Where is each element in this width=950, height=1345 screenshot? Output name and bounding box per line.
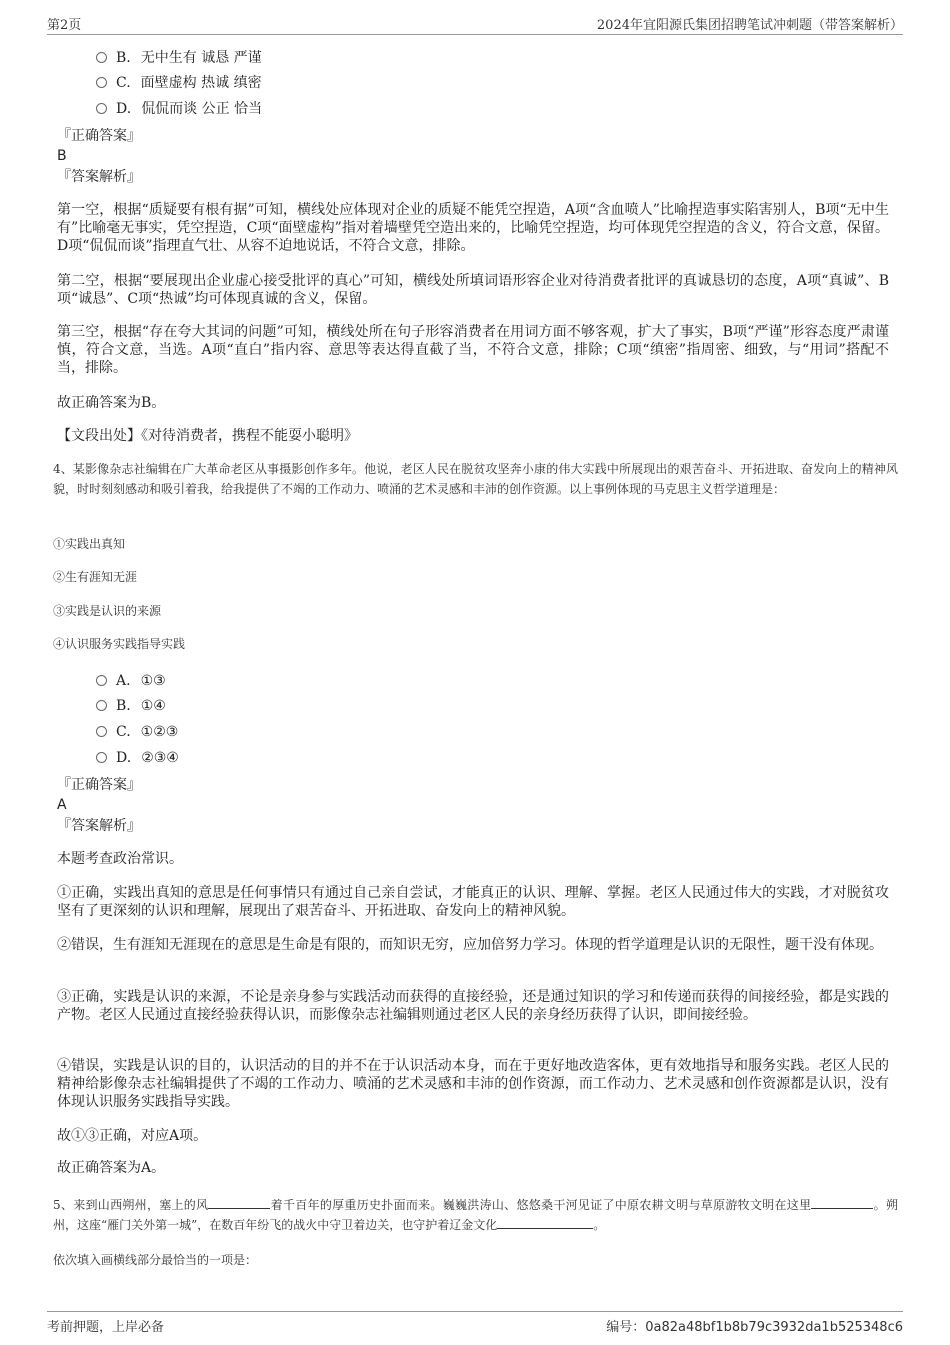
radio-icon[interactable] [96, 103, 107, 114]
page-footer [47, 1311, 903, 1336]
q3-analysis-2: 第二空，根据“要展现出企业虚心接受批评的真心”可知，横线处所填词语形容企业对待消费者批评的真诚恳切的态度，A项“真诚”、B项“诚恳”、C项“热诚”均可体现真诚的含义，保留。 [57, 273, 889, 307]
radio-icon[interactable] [96, 752, 107, 763]
q5-stem: 5、来到山西朔州，塞上的风 着千百年的厚重历史扑面而来。巍巍洪涛山、悠悠桑干河见证了中原农耕文明与草原游牧文明在这里 。朔州，这座“雁门关外第一城”，在数百年纷飞的战火中守卫着边关，也守护着辽金文化 。 [53, 1195, 898, 1235]
footer-slogan: 考前押题，上岸必备 [47, 1320, 165, 1335]
q4-item-3: ③实践是认识的来源 [53, 604, 162, 618]
q3-analysis-3: 第三空，根据“存在夸大其词的问题”可知，横线处所在句子形容消费者在用词方面不够客观，扩大了事实，B项“严谨”形容态度严肃谨慎，符合文意，当选。A项“直白”指内容、意思等表达得直截了当，不符合文意，排除；C项“缜密”指周密、细致，与“用词”搭配不当，排除。 [57, 324, 889, 376]
q4-answer: A [57, 797, 67, 813]
q4-answer-tag: 『正确答案』 [57, 777, 141, 793]
q3-analysis-1: 第一空，根据“质疑要有根有据”可知，横线处应体现对企业的质疑不能凭空捏造，A项“含血喷人”比喻捏造事实陷害别人，B项“无中生有”比喻毫无事实，凭空捏造，C项“面壁虚构”指对着墙壁凭空造出来的，比喻凭空捏造，均可体现凭空捏造的含义，符合文意，保留。D项“侃侃而谈”指理直气壮、从容不迫地说话，不符合文意，排除。 [57, 202, 889, 254]
q3-option-d[interactable]: D. 侃侃而谈 公正 恰当 [96, 99, 262, 119]
q4-item-2: ②生有涯知无涯 [53, 570, 138, 584]
q4-analysis-7: 故正确答案为A。 [57, 1160, 166, 1176]
q4-analysis-5: ④错误，实践是认识的目的，认识活动的目的并不在于认识活动本身，而在于更好地改造客体，更有效地指导和服务实践。老区人民的精神给影像杂志社编辑提供了不竭的工作动力、喷涌的艺术灵感和丰沛的创作资源，而工作动力、艺术灵感和创作资源都是认识，没有体现认识服务实践指导实践。 [57, 1058, 889, 1110]
q3-answer-tag: 『正确答案』 [57, 128, 141, 144]
fill-blank-2[interactable] [811, 1195, 873, 1209]
q3-analysis-4: 故正确答案为B。 [57, 395, 166, 411]
radio-icon[interactable] [96, 77, 107, 88]
q4-analysis-tag: 『答案解析』 [57, 818, 141, 834]
fill-blank-3[interactable] [497, 1215, 593, 1229]
q3-source: 【文段出处】《对待消费者，携程不能耍小聪明》 [57, 428, 358, 444]
page-number: 第2页 [47, 18, 82, 33]
q4-stem: 4、某影像杂志社编辑在广大革命老区从事摄影创作多年。他说，老区人民在脱贫攻坚奔小康的伟大实践中所展现出的艰苦奋斗、开拓进取、奋发向上的精神风貌，时时刻刻感动和吸引着我，给我提供了不竭的工作动力、喷涌的艺术灵感和丰沛的创作资源。以上事例体现的马克思主义哲学道理是： [53, 462, 898, 496]
q3-option-b[interactable]: B. 无中生有 诚恳 严谨 [96, 48, 262, 68]
q4-analysis-1: 本题考查政治常识。 [57, 851, 183, 867]
document-title: 2024年宜阳源氏集团招聘笔试冲刺题（带答案解析） [596, 18, 903, 33]
q4-analysis-4: ③正确，实践是认识的来源，不论是亲身参与实践活动而获得的直接经验，还是通过知识的学习和传递而获得的间接经验，都是实践的产物。老区人民通过直接经验获得认识，而影像杂志社编辑则通过老区人民的亲身经历获得了认识，即间接经验。 [57, 989, 889, 1023]
q4-item-4: ④认识服务实践指导实践 [53, 637, 186, 651]
q3-option-c[interactable]: C. 面壁虚构 热诚 缜密 [96, 73, 262, 93]
q5-prompt: 依次填入画横线部分最恰当的一项是： [53, 1253, 258, 1267]
q4-item-1: ①实践出真知 [53, 537, 126, 551]
q4-option-b[interactable]: B. ①④ [96, 696, 166, 716]
radio-icon[interactable] [96, 700, 107, 711]
page-header [47, 12, 903, 35]
radio-icon[interactable] [96, 675, 107, 686]
footer-code: 编号：0a82a48bf1b8b79c3932da1b525348c6 [606, 1320, 903, 1335]
q4-analysis-3: ②错误，生有涯知无涯现在的意思是生命是有限的，而知识无穷，应加倍努力学习。体现的哲学道理是认识的无限性，题干没有体现。 [57, 937, 883, 953]
q4-option-c[interactable]: C. ①②③ [96, 722, 178, 742]
q3-answer: B [57, 148, 67, 164]
radio-icon[interactable] [96, 52, 107, 63]
radio-icon[interactable] [96, 726, 107, 737]
q4-analysis-2: ①正确，实践出真知的意思是任何事情只有通过自己亲自尝试，才能真正的认识、理解、掌握。老区人民通过伟大的实践，才对脱贫攻坚有了更深刻的认识和理解，展现出了艰苦奋斗、开拓进取、奋发向上的精神风貌。 [57, 885, 889, 919]
q3-analysis-tag: 『答案解析』 [57, 169, 141, 185]
fill-blank-1[interactable] [208, 1195, 270, 1209]
q4-analysis-6: 故①③正确，对应A项。 [57, 1128, 208, 1144]
q4-option-d[interactable]: D. ②③④ [96, 748, 179, 768]
q4-option-a[interactable]: A. ①③ [96, 671, 166, 691]
